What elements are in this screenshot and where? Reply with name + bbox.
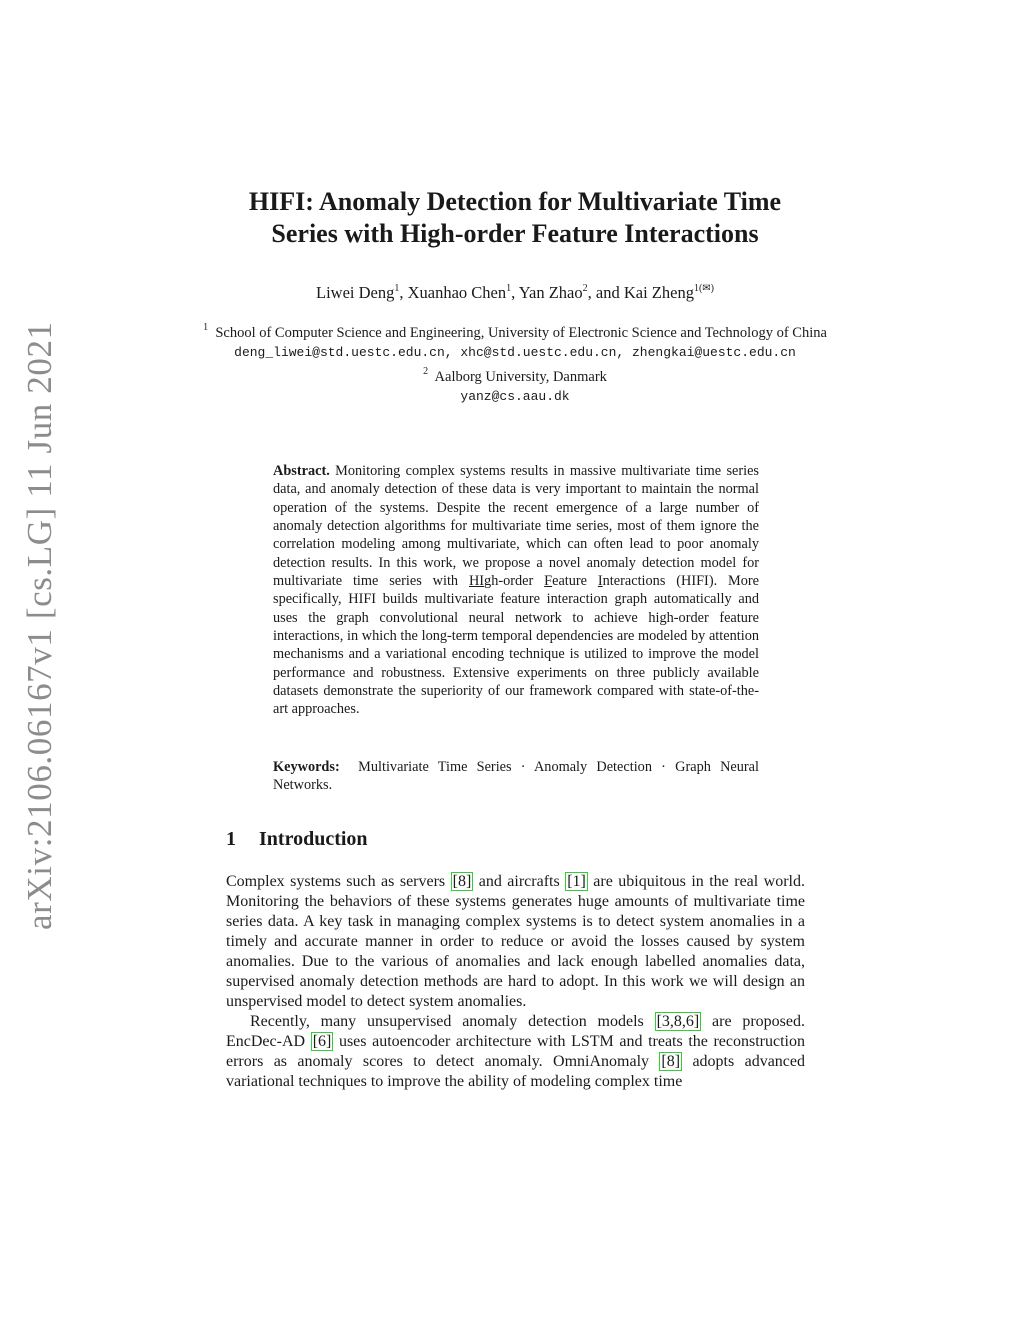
abstract-text-1: Monitoring complex systems results in massive multivariate time series data, and anomaly detection of these data is very important to maintain the normal operation of the systems. Despite the recent emergence of a large number of anomaly detection algorithms for multivariate time series, most of them ignore the correlation modeling among multivariate, which can often lead to poor anomaly detection results. In this work, we propose a novel anomaly detection model for multivariate time series with	[273, 463, 760, 590]
affiliation-2	[200, 362, 830, 387]
affiliation-1	[200, 318, 830, 343]
abstract-text-4: nteractions	[602, 573, 666, 590]
abstract-underline-i: I	[597, 573, 603, 590]
intro-p1-text-a: Complex systems such as servers	[226, 873, 451, 890]
author-2-affil: 1	[506, 283, 512, 294]
citation-link[interactable]: [3,8,6]	[656, 1013, 700, 1030]
title-line-2: Series with High-order Feature Interactions	[271, 219, 759, 248]
author-3: , Yan Zhao	[511, 283, 583, 302]
abstract-text-3: eature	[552, 573, 598, 590]
intro-p2-text-a: Recently, many unsupervised anomaly detection models	[250, 1013, 655, 1030]
arxiv-stamp: arXiv:2106.06167v1 [cs.LG] 11 Jun 2021	[20, 321, 59, 930]
author-4: , and Kai Zheng	[587, 283, 694, 302]
keywords-text: Multivariate Time Series · Anomaly Detection · Graph Neural Networks.	[273, 759, 759, 794]
affiliation-2-marker: 2	[423, 366, 429, 377]
abstract-label: Abstract.	[273, 463, 330, 479]
affiliation-1-marker: 1	[203, 322, 209, 333]
emails-2[interactable]: yanz@cs.aau.dk	[460, 389, 570, 404]
keywords	[273, 758, 759, 795]
intro-p2-text-d: adopts advanced variational techniques to improve the ability of modeling complex time	[226, 1053, 805, 1090]
intro-p1-text-b: and aircrafts	[473, 873, 566, 890]
intro-paragraph-2	[226, 1012, 805, 1092]
abstract-text-5: (HIFI). More specifically, HIFI builds multivariate feature interaction graph automatically and uses the graph convolutional neural network to achieve high-order feature interactions, in which the long-term temporal dependencies are modeled by attention mechanisms and a variational encoding technique is utilized to improve the model performance and robustness. Extensive experiments on three publicly available datasets demonstrate the superiority of our framework compared with state-of-the-art approaches.	[273, 573, 759, 718]
abstract-underline-f: F	[544, 573, 553, 590]
section-heading	[226, 828, 368, 851]
intro-p1-text-c: are ubiquitous in the real world. Monitoring the behaviors of these systems generates huge amounts of multivariate time series data. A key task in managing complex systems is to detect system anomalies in a timely and accurate manner in order to reduce or avoid the losses caused by system anomalies. Due to the various of anomalies and lack enough labelled anomalies data, supervised anomaly detection methods are hard to adopt. In this work we will design an unspervised model to detect system anomalies.	[226, 873, 806, 1010]
affiliation-2-text: Aalborg University, Danmark	[434, 369, 607, 385]
intro-p2-text-c: uses autoencoder architecture with LSTM and treats the reconstruction errors as anomaly scores to detect anomaly. OmniAnomaly	[226, 1033, 805, 1070]
abstract-underline-hi: HI	[468, 573, 485, 590]
section-title: Introduction	[259, 828, 368, 850]
author-1: Liwei Deng	[315, 283, 395, 302]
abstract	[273, 462, 759, 719]
affiliation-1-text: School of Computer Science and Engineering, University of Electronic Science and Technology of China	[215, 325, 827, 341]
intro-p2-text-b: are proposed. EncDec-AD	[226, 1013, 806, 1050]
emails-1[interactable]: deng_liwei@std.uestc.edu.cn, xhc@std.uestc.edu.cn, zhengkai@uestc.edu.cn	[234, 345, 796, 360]
title-line-1: HIFI: Anomaly Detection for Multivariate Time	[248, 187, 782, 216]
citation-link[interactable]: [8]	[661, 1053, 681, 1070]
keywords-label: Keywords:	[273, 759, 340, 775]
author-2: , Xuanhao Chen	[399, 283, 507, 302]
author-3-affil: 2	[582, 283, 588, 294]
author-list	[170, 283, 860, 303]
citation-link[interactable]: [6]	[312, 1033, 332, 1050]
introduction-body	[226, 872, 805, 1092]
abstract-text-2: gh-order	[484, 573, 545, 590]
paper-title	[170, 186, 860, 250]
author-4-affil: 1(✉)	[693, 283, 714, 294]
citation-link[interactable]: [1]	[567, 873, 586, 890]
citation-link[interactable]: [8]	[452, 873, 472, 890]
section-number: 1	[226, 828, 236, 850]
author-1-affil: 1	[394, 283, 400, 294]
intro-paragraph-1	[226, 872, 805, 1012]
affiliations	[200, 318, 830, 406]
